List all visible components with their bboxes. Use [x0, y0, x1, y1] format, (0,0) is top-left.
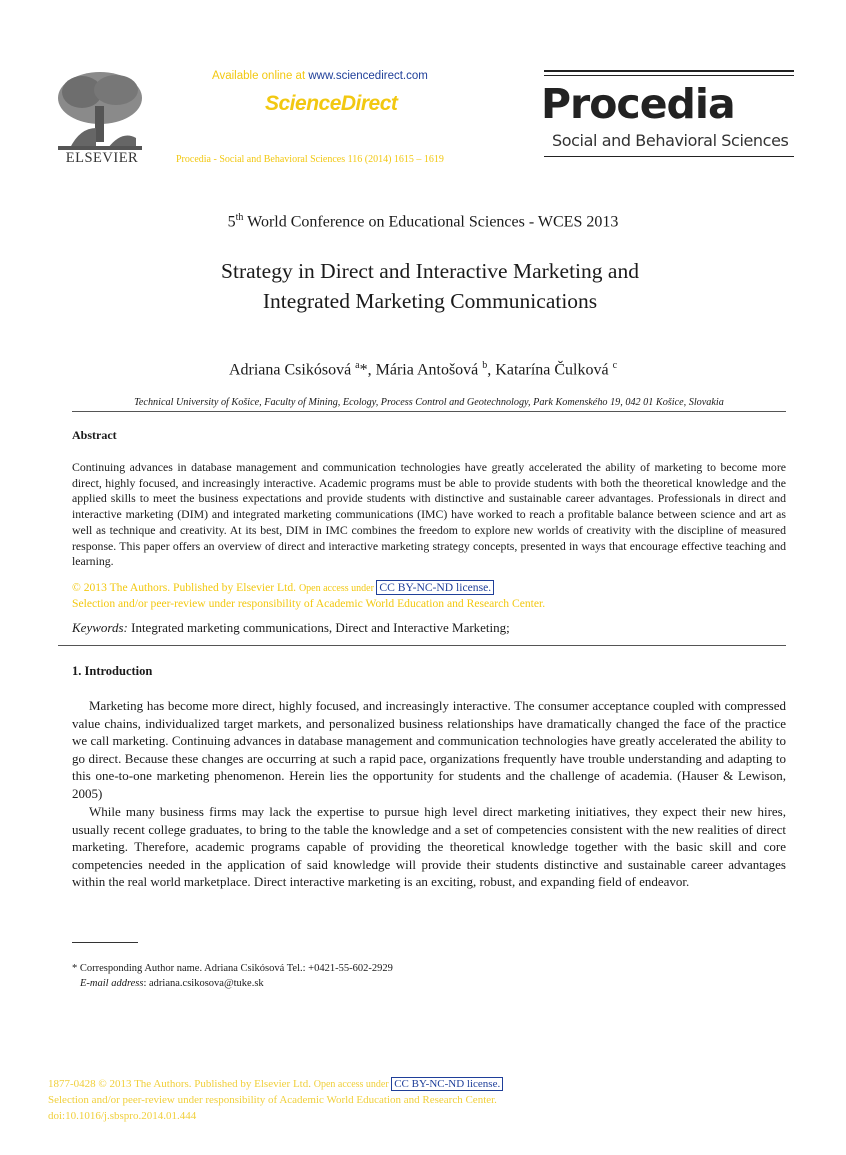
affiliation: Technical University of Košice, Faculty of Mining, Ecology, Process Control and Geotechnology, Park Komenského 19, 042 01 Košice, Slovakia [134, 397, 724, 408]
author-3: Katarína Čulková [495, 361, 613, 379]
footer-open-access: Open access under [313, 1079, 392, 1090]
conference-line [0, 212, 846, 231]
journal-citation: Procedia - Social and Behavioral Sciences 116 (2014) 1615 – 1619 [176, 154, 444, 165]
email-label: E-mail address [80, 978, 144, 989]
header-rule-top-thin [544, 75, 794, 76]
author-list [0, 360, 846, 379]
conference-name: World Conference on Educational Sciences - WCES 2013 [243, 213, 619, 231]
email-address[interactable]: : adriana.csikosova@tuke.sk [143, 978, 264, 989]
author-1-mark: *, [359, 361, 376, 379]
paper-title [120, 256, 740, 316]
author-2-affil: b [482, 360, 488, 371]
journal-name: Procedia [541, 80, 735, 128]
license-link[interactable]: CC BY-NC-ND license. [376, 580, 494, 595]
keywords-label: Keywords: [72, 620, 128, 635]
intro-paragraph-2: While many business firms may lack the expertise to pursue high level direct marketing initiatives, they expect their new hires, usually recent college graduates, to bring to the table the knowledge and a set of competencies consistent with the new realities of direct marketing. Therefore, academic programs capable of providing the theoretical knowledge together with the basic skill and core competencies needed in the application of said knowledge will provide their students distinctive and sustainable career advantages within the real world marketplace. Direct interactive marketing is an exciting, robust, and expanding field of endeavor. [72, 804, 786, 890]
abstract-heading: Abstract [72, 428, 117, 442]
conference-ordinal-sup: th [235, 212, 244, 223]
available-prefix: Available online at [212, 70, 309, 82]
copyright-text: © 2013 The Authors. Published by Elsevier Ltd. [72, 581, 299, 594]
title-line-2: Integrated Marketing Communications [262, 289, 598, 313]
peer-review-text: Selection and/or peer-review under responsibility of Academic World Education and Research Center. [72, 597, 546, 610]
open-access-text: Open access under [298, 583, 377, 594]
conference-ordinal: 5 [227, 213, 236, 231]
footer-doi[interactable]: doi:10.1016/j.sbspro.2014.01.444 [48, 1110, 197, 1122]
keywords-rule [58, 645, 786, 646]
abstract-body: Continuing advances in database management and communication technologies have greatly accelerated the ability of marketing to become more direct, highly focused, and increasingly interactive. Academic programs must be able to provide students with both the theoretical knowledge and the applied skills to meet the business expectations and provide students with distinctive and sustainable career advantages. Professionals in direct and interactive marketing (DIM) and integrated marketing communications (IMC) have worked to reach a profitable balance between science and art as well as technique and creativity. At its best, DIM in IMC combines the freedom to explore new worlds of creativity with the discipline of measured response. This paper offers an overview of direct and interactive marketing strategy concepts, presented in ways that encourage effective teaching and learning. [72, 460, 786, 569]
publisher-name: ELSEVIER [65, 150, 139, 166]
header-rule-bottom [544, 156, 794, 157]
footnote-corresponding: * Corresponding Author name. Adriana Csikósová Tel.: +0421-55-602-2929 [72, 963, 393, 974]
sciencedirect-brand: ScienceDirect [265, 92, 398, 115]
author-2: Mária Antošová [375, 361, 483, 379]
availability-line [212, 70, 482, 82]
elsevier-tree-logo [50, 68, 150, 154]
author-1-affil: a [355, 360, 360, 371]
sciencedirect-link[interactable]: www.sciencedirect.com [308, 70, 428, 82]
footnote-email [80, 978, 264, 989]
title-line-1: Strategy in Direct and Interactive Marketing and [221, 259, 639, 283]
author-1: Adriana Csikósová [228, 361, 356, 379]
author-separator: , [487, 361, 496, 379]
header-rule-top [544, 70, 794, 72]
footer-copyright [48, 1076, 768, 1093]
footer-license-link[interactable]: CC BY-NC-ND license. [391, 1077, 503, 1091]
journal-subtitle: Social and Behavioral Sciences [552, 131, 789, 150]
footer-peer-review: Selection and/or peer-review under responsibility of Academic World Education and Research Center. [48, 1094, 497, 1106]
footnote-rule [72, 942, 138, 943]
author-3-affil: c [612, 360, 618, 371]
keywords [72, 620, 786, 636]
intro-paragraph-1: Marketing has become more direct, highly focused, and increasingly interactive. The consumer acceptance coupled with compressed value chains, individualized target markets, and personalized business relationships have dramatically changed the face of the practice we call marketing. Continuing advances in database management and communication technologies have greatly accelerated the ability to go direct. Because these changes are occurring at such a rapid pace, organizations frequently have trouble understanding and adapting to this one-to-one marketing phenomenon. Herein lies the opportunity for students and the challenge of academia. (Hauser & Lewison, 2005) [72, 698, 786, 801]
abstract-copyright [72, 580, 786, 611]
affiliation-rule [72, 411, 786, 412]
keywords-text: Integrated marketing communications, Direct and Interactive Marketing; [127, 620, 510, 635]
introduction-heading: 1. Introduction [72, 664, 153, 678]
footer-issn-copyright: 1877-0428 © 2013 The Authors. Published by Elsevier Ltd. [48, 1078, 314, 1090]
